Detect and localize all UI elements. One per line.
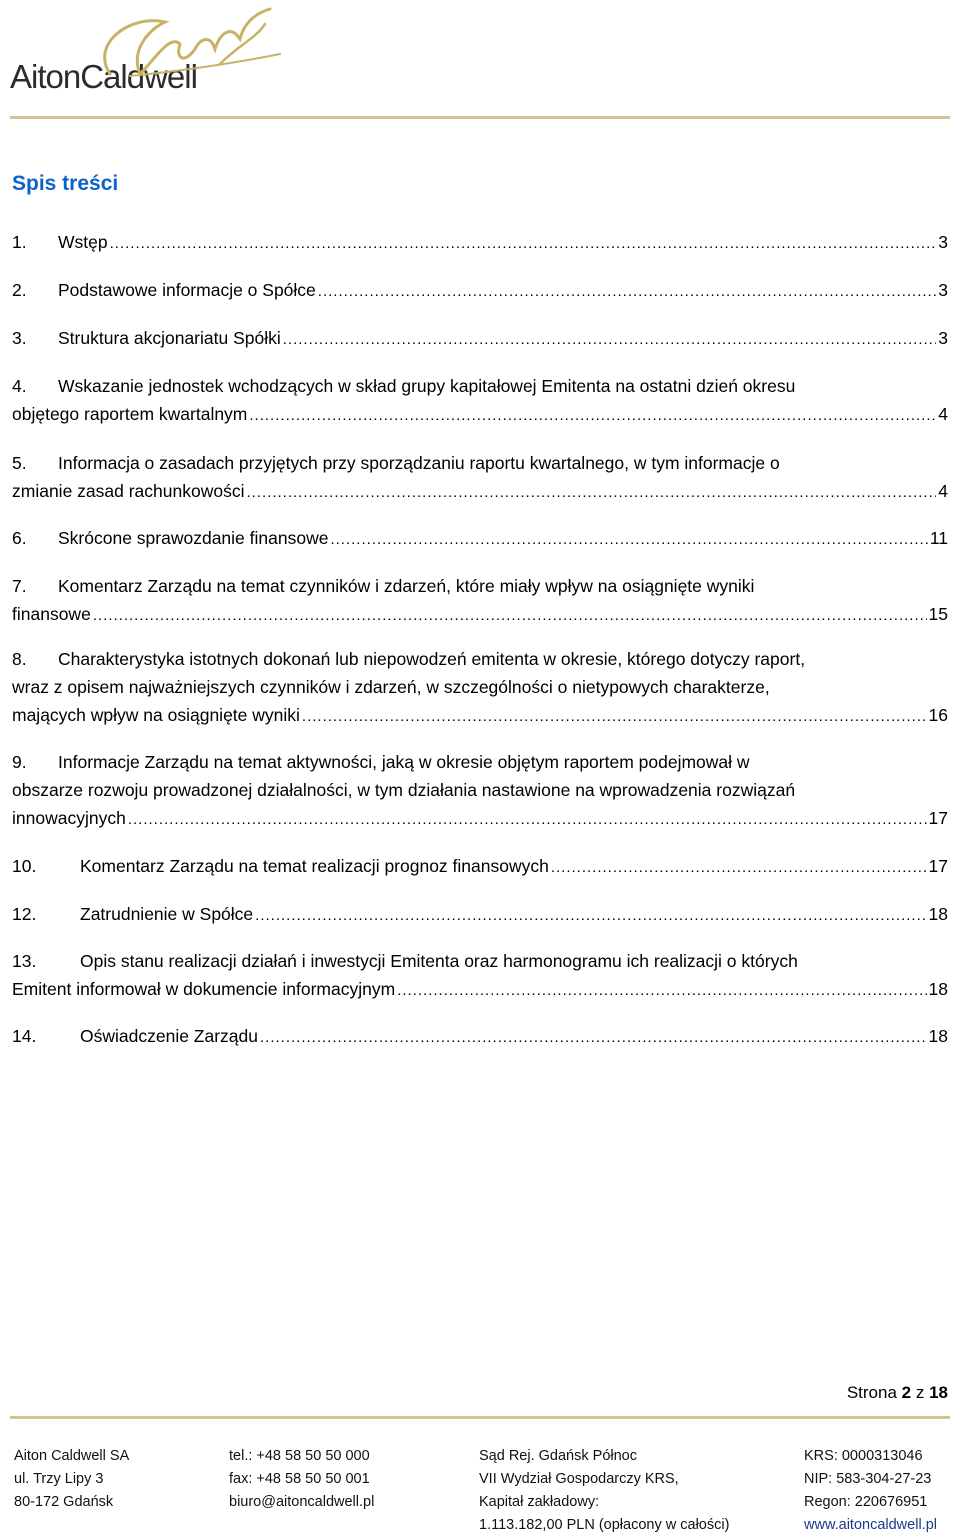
toc-entry-text: Zatrudnienie w Spółce [80,904,254,924]
toc-entry[interactable] [12,524,948,552]
toc-dot-leader [93,602,927,630]
toc-entry-number: 4. [12,376,27,396]
toc-entry-text: Komentarz Zarządu na temat realizacji prognoz finansowych [80,856,549,876]
toc-entry[interactable] [12,372,948,428]
toc-entry-page: 18 [928,1026,948,1046]
toc-dot-leader [397,977,926,1005]
toc-entry-page: 11 [929,528,948,548]
footer-divider [10,1416,950,1419]
toc-entry-page: 3 [938,232,948,252]
footer-ids: KRS: 0000313046 NIP: 583-304-27-23 Regon: 220676951 www.aitoncaldwell.pl [804,1445,937,1537]
toc-entry-number: 13. [12,951,37,971]
toc-entry-text: Informacja o zasadach przyjętych przy sporządzaniu raportu kwartalnego, w tym informacje o [58,453,780,473]
toc-entry-text: Struktura akcjonariatu Spółki [58,328,281,348]
toc-entry-number: 12. [12,904,37,924]
toc-entry-page: 16 [928,705,948,725]
toc-entry[interactable] [12,1022,948,1050]
toc-entry-text: Wskazanie jednostek wchodzących w skład grupy kapitałowej Emitenta na ostatni dzień okresu [58,376,796,396]
toc-entry[interactable] [12,572,948,628]
toc-entry-text: Wstęp [58,232,108,252]
toc-dot-leader [551,854,927,882]
toc-entry-page: 17 [928,808,948,828]
toc-entry-page: 3 [938,328,948,348]
toc-entry-text: obszarze rozwoju prowadzonej działalności, w tym działania nastawione na wprowadzenia rozwiązań [12,780,796,800]
toc-entry-page: 15 [928,604,948,624]
toc-entry-text: mających wpływ na osiągnięte wyniki [12,705,300,725]
toc-entry-number: 10. [12,856,37,876]
toc-entry[interactable] [12,449,948,505]
toc-dot-leader [260,1024,927,1052]
toc-entry-text: Opis stanu realizacji działań i inwestycji Emitenta oraz harmonogramu ich realizacji o których [80,951,798,971]
toc-dot-leader [283,326,937,354]
toc-title: Spis treści [12,172,119,195]
toc-entry-text: objętego raportem kwartalnym [12,404,248,424]
page-number: Strona 2 z 18 [846,1383,948,1402]
toc-entry-text: finansowe [12,604,91,624]
toc-entry-page: 17 [928,856,948,876]
toc-entry[interactable] [12,852,948,880]
toc-entry-page: 18 [928,979,948,999]
toc-entry-text: Komentarz Zarządu na temat czynników i zdarzeń, które miały wpływ na osiągnięte wyniki [58,576,755,596]
toc-entry-number: 7. [12,576,27,596]
logo-wordmark: AitonCaldwell [10,58,197,95]
toc-entry-page: 4 [938,404,948,424]
toc-entry-text: Charakterystyka istotnych dokonań lub niepowodzeń emitenta w okresie, którego dotyczy raport, [58,649,806,669]
toc-entry-text: wraz z opisem najważniejszych czynników i zdarzeń, w szczególności o nietypowych charakterze, [12,677,770,697]
toc-entry-number: 8. [12,649,27,669]
toc-dot-leader [110,230,937,258]
toc-entry[interactable] [12,748,948,832]
toc-entry-page: 4 [938,481,948,501]
toc-entry[interactable] [12,900,948,928]
toc-dot-leader [318,278,936,306]
toc-entry-number: 1. [12,232,27,252]
toc-entry[interactable] [12,324,948,352]
toc-entry-text: Emitent informował w dokumencie informacyjnym [12,979,396,999]
toc-entry-text: innowacyjnych [12,808,126,828]
toc-entry-number: 9. [12,752,27,772]
toc-entry-page: 18 [928,904,948,924]
footer-registry: Sąd Rej. Gdańsk Północ VII Wydział Gospodarczy KRS, Kapitał zakładowy: 1.113.182,00 PLN (opłacony w całości) [479,1448,730,1533]
toc-entry-text: zmianie zasad rachunkowości [12,481,245,501]
logo-signature-icon [70,4,290,94]
toc-entry-number: 6. [12,528,27,548]
toc-entry[interactable] [12,276,948,304]
toc-entry-text: Podstawowe informacje o Spółce [58,280,316,300]
toc-entry[interactable] [12,228,948,256]
toc-dot-leader [249,402,936,430]
footer-company: Aiton Caldwell SA ul. Trzy Lipy 3 80-172 Gdańsk [14,1448,130,1510]
toc-dot-leader [302,703,927,731]
toc-entry-number: 3. [12,328,27,348]
email-link[interactable]: biuro@aitoncaldwell.pl [229,1494,375,1510]
toc-dot-leader [246,479,936,507]
toc-dot-leader [128,806,927,834]
toc-entry-text: Informacje Zarządu na temat aktywności, jaką w okresie objętym raportem podejmował w [58,752,750,772]
website-link[interactable]: www.aitoncaldwell.pl [804,1517,937,1533]
toc-entry-number: 14. [12,1026,37,1046]
toc-entry-number: 2. [12,280,27,300]
toc-entry-number: 5. [12,453,27,473]
header-divider [10,116,950,119]
toc-entry[interactable] [12,645,948,729]
toc-entry-text: Skrócone sprawozdanie finansowe [58,528,329,548]
footer-contact: tel.: +48 58 50 50 000 fax: +48 58 50 50 001 biuro@aitoncaldwell.pl [229,1445,374,1514]
toc-dot-leader [255,902,926,930]
company-logo [10,4,280,96]
toc-dot-leader [330,526,927,554]
toc-entry-text: Oświadczenie Zarządu [80,1026,258,1046]
toc-entry[interactable] [12,947,948,1003]
toc-entry-page: 3 [938,280,948,300]
